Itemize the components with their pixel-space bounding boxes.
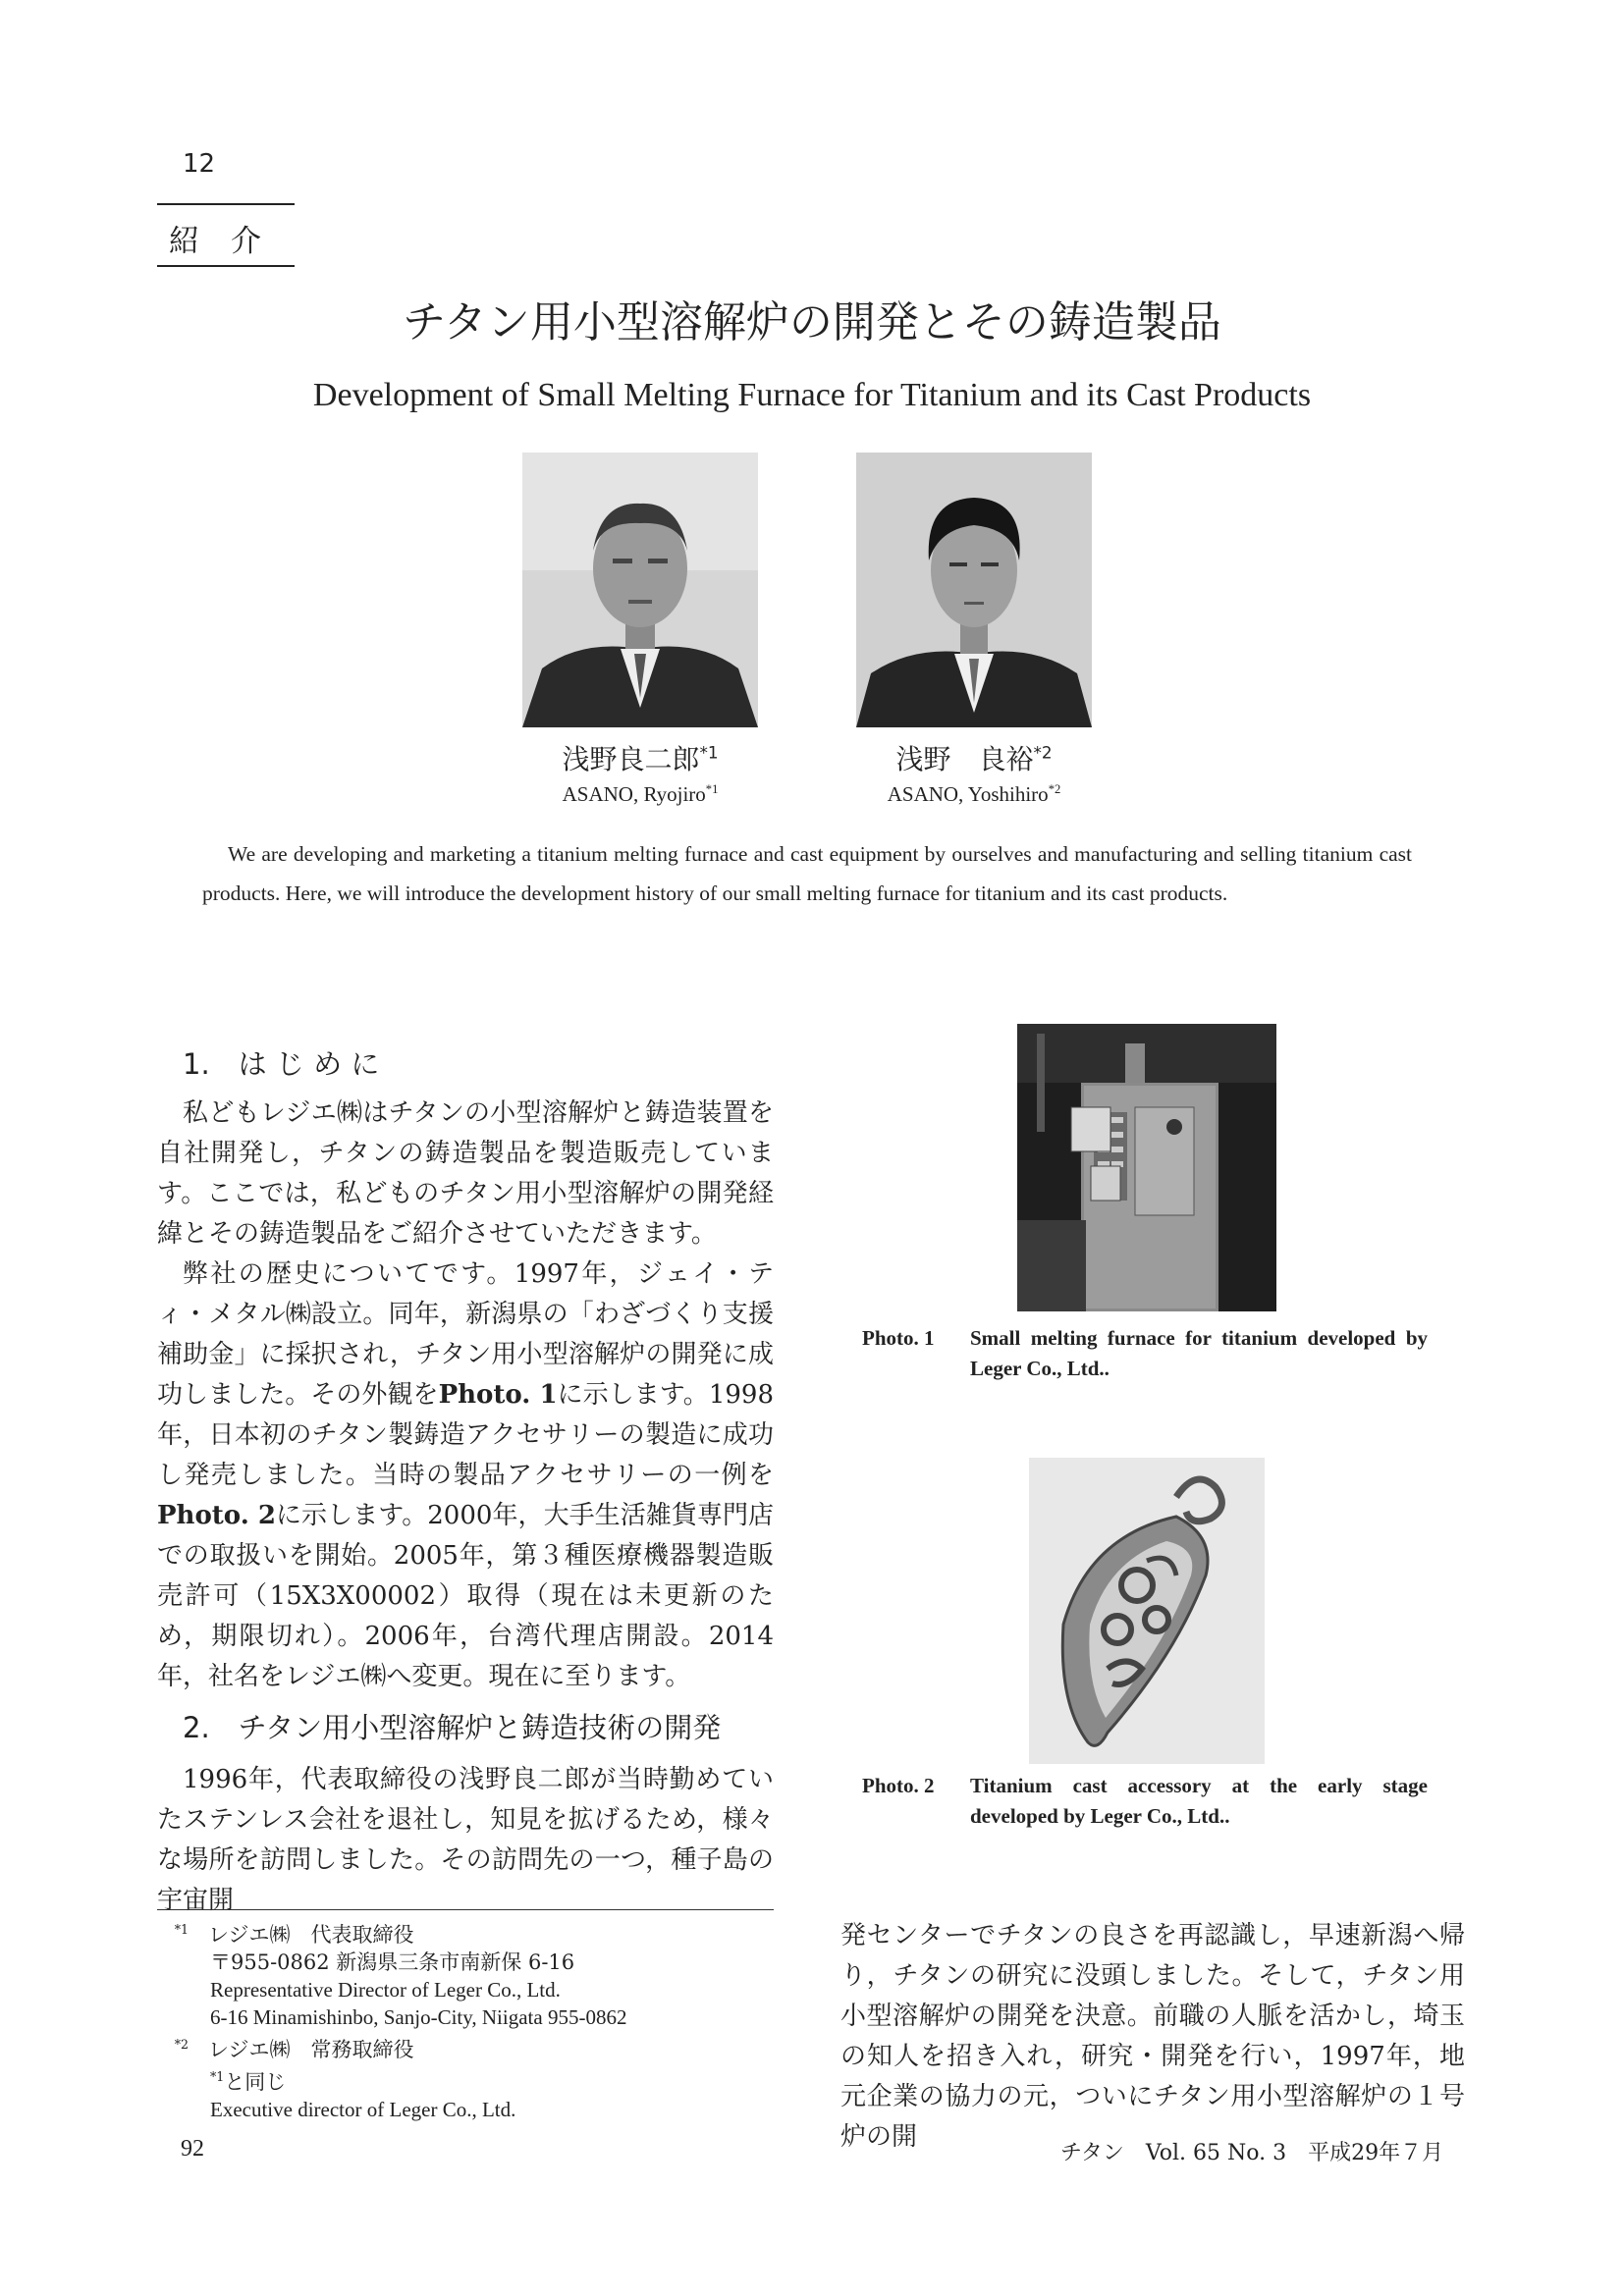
- footnote-2-line-1: $^{*2}$ レジエ㈱ 常務取締役: [157, 2031, 774, 2063]
- footnote-2-line-2: $^{*1}$と同じ: [210, 2069, 287, 2094]
- footnote-1-line-4: 6-16 Minamishinbo, Sanjo-City, Niigata 955-0862: [210, 2005, 627, 2029]
- footnote-2-mark: *2: [174, 2037, 189, 2052]
- author-1-mark-en: *1: [705, 782, 719, 796]
- furnace-image: [1017, 1024, 1276, 1311]
- category-rule-top: [157, 203, 295, 205]
- author-1-name-en: ASANO, Ryojiro$^{*1}$: [562, 782, 719, 806]
- footnote-1-line-2: 〒955-0862 新潟県三条市南新保 6-16: [210, 1950, 575, 1974]
- page-number-bottom: 92: [181, 2136, 204, 2162]
- photo-1-label: Photo. 1: [862, 1326, 935, 1350]
- footnote-1-line-1: $^{*1}$ レジエ㈱ 代表取締役: [157, 1916, 774, 1949]
- footnote-2-ref-mark: *1: [210, 2069, 225, 2084]
- photo-2-image: [1029, 1458, 1265, 1764]
- abstract: We are developing and marketing a titanium melting furnace and cast equipment by ourselves and manufacturing and selling titanium cast products. Here, we will introduce the development history of our small melting furnace for titanium and its cast products.: [202, 842, 1412, 905]
- pendant-image: [1029, 1458, 1265, 1764]
- photo-2-label: Photo. 2: [862, 1774, 935, 1797]
- author-2-name-en: ASANO, Yoshihiro$^{*2}$: [887, 782, 1061, 806]
- footnote-2-line-3: Executive director of Leger Co., Ltd.: [210, 2098, 516, 2121]
- section-2-paragraph-1: 1996年，代表取締役の浅野良二郎が当時勤めていたステンレス会社を退社し，知見を拡げるため，様々な場所を訪問しました。その訪問先の一つ，種子島の宇宙開: [157, 1765, 774, 1915]
- photo-2-reference: Photo. 2: [157, 1501, 276, 1530]
- title-english: Development of Small Melting Furnace for Titanium and its Cast Products: [312, 377, 1312, 413]
- section-1-paragraph-1: 私どもレジエ㈱はチタンの小型溶解炉と鋳造装置を自社開発し，チタンの鋳造製品を製造販売しています。ここでは，私どものチタン用小型溶解炉の開発経緯とその鋳造製品をご紹介させていただきます。: [157, 1098, 774, 1249]
- section-1-body: [157, 1094, 774, 1697]
- footnote-1-mark: *1: [174, 1922, 189, 1937]
- photo-1-caption-text: Small melting furnace for titanium developed by Leger Co., Ltd..: [970, 1326, 1428, 1380]
- section-1-paragraph-2: 弊社の歴史についてです。1997年，ジェイ・ティ・メタル㈱設立。同年，新潟県の「わざづくり支援補助金」に採択され，チタン用小型溶解炉の開発に成功しました。その外観をPhoto. 1に示します。1998年，日本初のチタン製鋳造アクセサリーの製造に成功し発売しました。当時の製品アクセサリーの一例をPhoto. 2に示します。2000年，大手生活雑貨専門店での取扱いを開始。2005年，第３種医療機器製造販売許可（15X3X00002）取得（現在は未更新のため，期限切れ）。2006年，台湾代理店開設。2014年，社名をレジエ㈱へ変更。現在に至ります。: [157, 1259, 775, 1691]
- footnote-1-line-3: Representative Director of Leger Co., Ltd.: [210, 1978, 561, 2002]
- journal-info: チタン Vol. 65 No. 3 平成29年７月: [1060, 2141, 1444, 2165]
- photo-1-caption: [862, 1323, 1441, 1384]
- footnote-rule: [157, 1909, 774, 1910]
- photo-2-caption: [862, 1771, 1441, 1832]
- category-label: 紹介: [169, 224, 293, 259]
- portrait-image: [522, 453, 758, 727]
- author-1-portrait: [522, 453, 758, 727]
- page-number-top: 12: [183, 149, 216, 179]
- footnote-1: [157, 1916, 774, 2123]
- photo-1-image: [1017, 1024, 1276, 1311]
- author-1-mark-ja: *1: [699, 742, 719, 763]
- section-2-body-right: [840, 1916, 1465, 2158]
- title-japanese: チタン用小型溶解炉の開発とその鋳造製品: [403, 297, 1221, 347]
- category-rule-bottom: [157, 265, 295, 267]
- section-1-heading: 1. は じ め に: [183, 1047, 380, 1081]
- photo-2-caption-text: Titanium cast accessory at the early stage developed by Leger Co., Ltd..: [970, 1774, 1428, 1828]
- author-2-name-ja: 浅野 良裕$^{*2}$: [895, 742, 1053, 775]
- portrait-image: [856, 453, 1092, 727]
- section-2-heading: 2. チタン用小型溶解炉と鋳造技術の開発: [183, 1711, 722, 1744]
- author-2-mark-en: *2: [1048, 782, 1061, 796]
- author-2-mark-ja: *2: [1033, 742, 1053, 763]
- section-2-paragraph-1-continued: 発センターでチタンの良さを再認識し，早速新潟へ帰り，チタンの研究に没頭しました。そして，チタン用小型溶解炉の開発を決意。前職の人脈を活かし，埼玉の知人を招き入れ，研究・開発を行い，1997年，地元企業の協力の元，ついにチタン用小型溶解炉の１号炉の開: [840, 1921, 1465, 2152]
- author-1-name-ja: 浅野良二郎$^{*1}$: [562, 742, 719, 775]
- section-2-body-left: [157, 1760, 774, 1921]
- photo-1-reference: Photo. 1: [438, 1380, 558, 1410]
- author-2-portrait: [856, 453, 1092, 727]
